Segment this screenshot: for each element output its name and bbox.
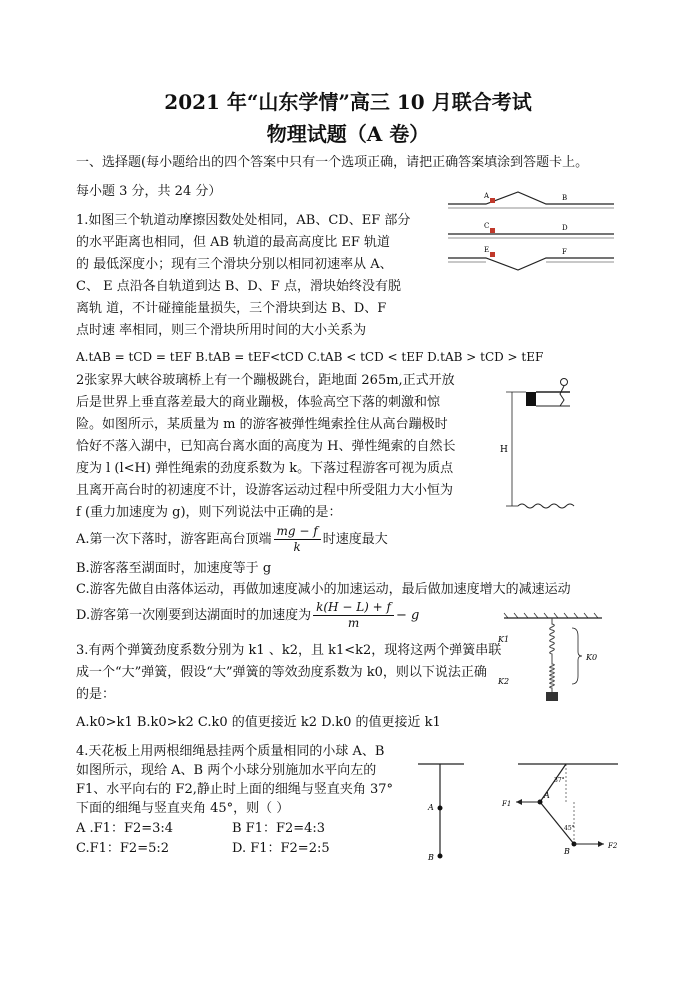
label-angle-37: 37° [554,777,565,784]
q2-line: 度为 l (l<H) 弹性绳索的劲度系数为 k。下落过程游客可视为质点 [76,461,454,476]
label-f2: F2 [608,842,618,850]
spring-weight [546,692,558,701]
spring-k1 [550,618,555,660]
q4-hanging-figure [418,758,628,868]
ceiling-hatch [504,613,598,618]
q2-option-a-text: A.第一次下落时，游客距高台顶端 [76,532,272,547]
label-d: D [562,224,568,232]
fraction-denominator: k [293,540,301,554]
q2-bungee-figure [490,374,582,514]
q4-option-b: B F1：F2=4:3 [232,821,326,836]
label-a-right: A [544,791,550,800]
q4-line: 下面的细绳与竖直夹角 45°，则（ ） [76,801,290,816]
exam-title: 2021 年“山东学情”高三 10 月联合考试 [164,90,532,114]
label-e: E [484,246,490,254]
track-ab [448,192,614,208]
label-b-left: B [428,853,434,862]
label-b-right: B [564,847,570,856]
label-c: C [484,222,490,230]
platform-block [526,392,536,406]
q3-line: 成一个“大”弹簧，假设“大”弹簧的等效劲度系数为 k0，则以下说法正确 [76,665,487,680]
section-score: 每小题 3 分，共 24 分） [76,184,222,199]
q2-option-a-fraction [274,524,321,555]
label-k0: K0 [586,653,598,662]
label-k2: K2 [498,677,510,686]
q2-line: 2张家界大峡谷玻璃桥上有一个蹦极跳台，距地面 265m,正式开放 [76,373,455,388]
q1-line: 点时速 率相同，则三个滑块所用时间的大小关系为 [76,323,367,338]
force-f2-arrowhead [598,841,604,847]
spring-k2 [550,660,555,692]
ball-b-left [438,854,443,859]
q2-line: f (重力加速度为 g)，则下列说法中正确的是： [76,505,342,520]
q1-line: 的 最低深度小；现有三个滑块分别以相同初速率从 A、 [76,257,393,272]
water-surface [518,504,574,508]
section-instruction: 一、选择题(每小题给出的四个答案中只有一个选项正确，请把正确答案填涂到答题卡上。 [76,155,589,170]
brace [572,628,582,684]
fraction-numerator: k(H − L) + f [313,600,394,616]
label-a: A [484,192,490,200]
q3-spring-figure [494,612,612,716]
jumper-head-icon [561,379,568,386]
q2-option-a-suffix: 时速度最大 [322,532,388,547]
q2-option-d-text: D.游客第一次刚要到达湖面时的加速度为 [76,608,312,623]
q4-option-c: C.F1：F2=5:2 [76,841,170,856]
q4-line: F1、水平向右的 F2,静止时上面的细绳与竖直夹角 37° [76,782,394,797]
q2-line: 后是世界上垂直落差最大的商业蹦极，体验高空下落的刺激和惊 [76,395,441,410]
q3-line: 3.有两个弹簧劲度系数分别为 k1 、k2，且 k1<k2，现将这两个弹簧串联 [76,643,502,658]
fraction-numerator: mg − f [274,524,321,540]
q2-option-d [76,600,419,631]
q2-option-c: C.游客先做自由落体运动，再做加速度减小的加速运动，最后做加速度增大的减速运动 [76,582,571,597]
slider-a [490,198,495,203]
label-f: F [562,248,567,256]
string-lower [540,802,574,844]
q2-option-d-fraction [313,600,394,631]
label-f1: F1 [502,800,512,808]
q2-option-b: B.游客落至湖面时，加速度等于 g [76,561,272,576]
track-ef [448,258,614,270]
jumper-body-icon [560,386,564,406]
ball-a-left [438,806,443,811]
q1-track-figure [446,186,616,278]
q2-line: 且离开高台时的初速度不计，设游客运动过程中所受阻力大小恒为 [76,483,454,498]
q1-line: C、 E 点沿各自轨道到达 B、D、F 点，滑块始终没有脱 [76,279,401,294]
q4-line: 4.天花板上用两根细绳悬挂两个质量相同的小球 A、B [76,744,385,759]
q4-option-d: D. F1：F2=2:5 [232,841,330,856]
q4-option-a: A .F1：F2=3:4 [76,821,174,836]
slider-e [490,252,495,257]
slider-c [490,228,495,233]
q3-options: A.k0>k1 B.k0>k2 C.k0 的值更接近 k2 D.k0 的值更接近 k1 [76,715,441,730]
exam-subtitle: 物理试题（A 卷） [266,122,430,146]
q2-option-d-suffix: − g [395,608,420,623]
q2-line: 险。如图所示，某质量为 m 的游客被弹性绳索拴住从高台蹦极时 [76,417,448,432]
q1-line: 离轨 道，不计碰撞能量损失，三个滑块到达 B、D、F [76,301,387,316]
label-h: H [500,445,508,455]
label-b: B [562,194,568,202]
fraction-denominator: m [347,616,360,630]
q2-option-a [76,524,388,555]
q1-options: A.tAB = tCD = tEF B.tAB = tEF<tCD C.tAB < tCD < tEF D.tAB > tCD > tEF [76,350,544,364]
label-k1: K1 [498,635,510,644]
label-angle-45: 45° [564,825,575,832]
force-f1-arrowhead [516,799,522,805]
q2-line: 恰好不落入湖中，已知高台离水面的高度为 H、弹性绳索的自然长 [76,439,456,454]
q1-line: 的水平距离也相同，但 AB 轨道的最高高度比 EF 轨道 [76,235,390,250]
label-a-left: A [428,803,434,812]
track-cd [448,234,614,238]
q3-line: 的是： [76,687,116,702]
q4-line: 如图所示，现给 A、B 两个小球分别施加水平向左的 [76,763,377,778]
q1-line: 1.如图三个轨道动摩擦因数处处相同，AB、CD、EF 部分 [76,213,411,228]
